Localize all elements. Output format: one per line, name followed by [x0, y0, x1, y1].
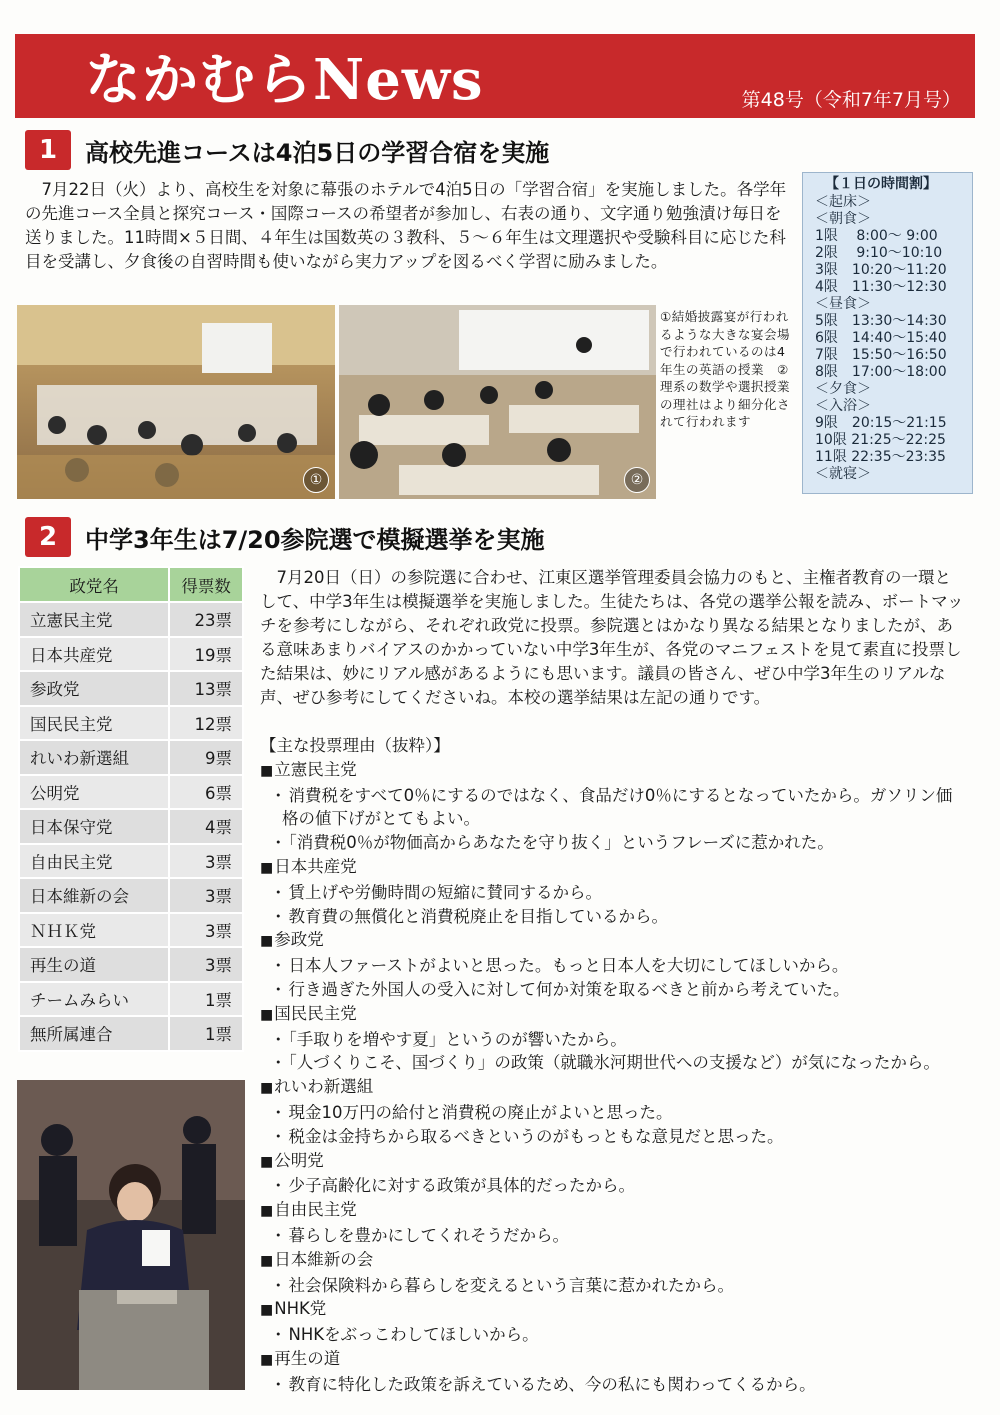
section2-number: 2 [25, 517, 71, 557]
schedule-row: 10限 21:25～22:25 [815, 432, 946, 448]
party-cell: 日本維新の会 [19, 878, 169, 913]
reason-item: ・ 現金10万円の給付と消費税の廃止がよいと思った。 [260, 1101, 965, 1125]
reason-party: ■ 公明党 [260, 1149, 965, 1175]
section2-body [260, 566, 965, 710]
newsletter-title: なかむらNews [85, 47, 484, 113]
table-row [19, 740, 243, 775]
votes-cell: 12票 [169, 706, 243, 741]
schedule-row: 9限 20:15～21:15 [815, 415, 947, 431]
party-cell: 自由民主党 [19, 844, 169, 879]
schedule-row: 11限 22:35～23:35 [815, 449, 946, 465]
schedule-row: 4限 11:30～12:30 [815, 279, 947, 295]
schedule-title: 【１日の時間割】 [825, 176, 937, 192]
party-cell: 日本保守党 [19, 809, 169, 844]
section1-title: 高校先進コースは4泊5日の学習合宿を実施 [85, 138, 550, 167]
schedule-row: 8限 17:00～18:00 [815, 364, 947, 380]
votes-cell: 9票 [169, 740, 243, 775]
reason-item: ・ 消費税をすべて0％にするのではなく、食品だけ0％にするとなっていたから。ガソリン価格の値下げがとてもよい。 [260, 784, 965, 832]
photo1-badge: ① [303, 467, 329, 493]
section1-paragraph: 7月22日（火）より、高校生を対象に幕張のホテルで4泊5日の「学習合宿」を実施しました。各学年の先進コース全員と探究コース・国際コースの希望者が参加し、右表の通り、文字通り勉強漬け毎日を送りました。11時間×５日間、４年生は国数英の３教科、５～６年生は文理選択や受験科目に応じた科目を受講し、夕食後の自習時間も使いながら実力アップを図るべく学習に励みました。 [25, 180, 787, 271]
voting-reasons [260, 734, 965, 1397]
party-cell: れいわ新選組 [19, 740, 169, 775]
party-cell: 国民民主党 [19, 706, 169, 741]
reason-party: ■ 日本維新の会 [260, 1248, 965, 1274]
schedule-row: 7限 15:50～16:50 [815, 347, 947, 363]
reason-item: ・ 行き過ぎた外国人の受入に対して何か対策を取るべきと前から考えていた。 [260, 978, 965, 1002]
column-header-votes: 得票数 [169, 567, 243, 602]
table-row [19, 706, 243, 741]
schedule-row: ＜朝食＞ [815, 211, 871, 227]
votes-cell: 4票 [169, 809, 243, 844]
table-row [19, 775, 243, 810]
schedule-row: ＜就寝＞ [815, 466, 871, 482]
schedule-row: ＜入浴＞ [815, 398, 871, 414]
table-row [19, 982, 243, 1017]
reason-party: ■ れいわ新選組 [260, 1075, 965, 1101]
party-cell: 参政党 [19, 671, 169, 706]
section1-body [25, 178, 793, 274]
table-row [19, 1016, 243, 1051]
reason-party: ■ 再生の道 [260, 1347, 965, 1373]
reason-item: ・ 教育に特化した政策を訴えているため、今の私にも関わってくるから。 [260, 1373, 965, 1397]
party-cell: 公明党 [19, 775, 169, 810]
reason-party: ■ 自由民主党 [260, 1198, 965, 1224]
reason-item: ・ 社会保険料から暮らしを変えるという言葉に惹かれたから。 [260, 1274, 965, 1298]
classroom-photo [339, 305, 656, 499]
reason-item: ・ 「人づくりこそ、国づくり」の政策（就職氷河期世代への支援など）が気になったから。 [260, 1051, 965, 1075]
daily-schedule-box [802, 172, 973, 494]
reason-item: ・ NHKをぶっこわしてほしいから。 [260, 1323, 965, 1347]
votes-cell: 6票 [169, 775, 243, 810]
schedule-row: ＜夕食＞ [815, 381, 871, 397]
party-cell: 無所属連合 [19, 1016, 169, 1051]
reasons-heading: 【主な投票理由（抜粋）】 [260, 736, 450, 755]
votes-cell: 3票 [169, 878, 243, 913]
reason-item: ・ 教育費の無償化と消費税廃止を目指しているから。 [260, 905, 965, 929]
section1-number: 1 [25, 130, 71, 170]
reason-party: ■ 国民民主党 [260, 1002, 965, 1028]
section2-title: 中学3年生は7/20参院選で模擬選挙を実施 [85, 525, 545, 554]
photo2-badge: ② [624, 467, 650, 493]
reason-item: ・ 日本人ファーストがよいと思った。もっと日本人を大切にしてほしいから。 [260, 954, 965, 978]
schedule-row: 2限 9:10～10:10 [815, 245, 943, 261]
reason-party: ■ 参政党 [260, 928, 965, 954]
reason-item: ・ 税金は金持ちから取るべきというのがもっともな意見だと思った。 [260, 1125, 965, 1149]
banquet-hall-photo [17, 305, 335, 499]
reason-item: ・ 「手取りを増やす夏」というのが響いたから。 [260, 1028, 965, 1052]
table-row [19, 602, 243, 637]
votes-cell: 1票 [169, 982, 243, 1017]
votes-cell: 23票 [169, 602, 243, 637]
ballot-box-photo [17, 1080, 245, 1390]
vote-results-table [18, 566, 244, 1052]
votes-cell: 3票 [169, 913, 243, 948]
reason-party: ■ 日本共産党 [260, 855, 965, 881]
reason-item: ・ 暮らしを豊かにしてくれそうだから。 [260, 1224, 965, 1248]
reason-party: ■ 立憲民主党 [260, 758, 965, 784]
reason-party: ■ NHK党 [260, 1297, 965, 1323]
masthead-banner [15, 34, 975, 118]
column-header-party: 政党名 [19, 567, 169, 602]
table-row [19, 809, 243, 844]
party-cell: 再生の道 [19, 947, 169, 982]
photo-caption: ①結婚披露宴が行われるような大きな宴会場で行われているのは4年生の英語の授業 ②理系の数学や選択授業の理社はより細分化されて行われます [660, 309, 791, 429]
table-row [19, 671, 243, 706]
reason-item: ・ 少子高齢化に対する政策が具体的だったから。 [260, 1174, 965, 1198]
votes-cell: 3票 [169, 844, 243, 879]
table-row [19, 878, 243, 913]
section2-paragraph: 7月20日（日）の参院選に合わせ、江東区選挙管理委員会協力のもと、主権者教育の一環として、中学3年生は模擬選挙を実施しました。生徒たちは、各党の選挙公報を読み、ボートマッチを参考にしながら、それぞれ政党に投票。参院選とはかなり異なる結果となりましたが、ある意味あまりバイアスのかかっていない中学3年生が、各党のマニフェストを見て素直に投票した結果は、妙にリアル感があるようにも思います。議員の皆さん、ぜひ中学3年生のリアルな声、ぜひ参考にしてくださいね。本校の選挙結果は左記の通りです。 [260, 568, 964, 707]
votes-cell: 3票 [169, 947, 243, 982]
schedule-row: 1限 8:00～ 9:00 [815, 228, 938, 244]
party-cell: 立憲民主党 [19, 602, 169, 637]
table-row [19, 637, 243, 672]
table-row [19, 844, 243, 879]
schedule-row: 6限 14:40～15:40 [815, 330, 947, 346]
votes-cell: 19票 [169, 637, 243, 672]
reason-item: ・ 「消費税0％が物価高からあなたを守り抜く」というフレーズに惹かれた。 [260, 831, 965, 855]
votes-cell: 13票 [169, 671, 243, 706]
table-row [19, 913, 243, 948]
schedule-row: 5限 13:30～14:30 [815, 313, 947, 329]
schedule-row: ＜起床＞ [815, 194, 871, 210]
reason-item: ・ 賃上げや労働時間の短縮に賛同するから。 [260, 881, 965, 905]
party-cell: 日本共産党 [19, 637, 169, 672]
section2-heading [25, 517, 545, 557]
schedule-row: 3限 10:20～11:20 [815, 262, 947, 278]
votes-cell: 1票 [169, 1016, 243, 1051]
issue-number: 第48号（令和7年7月号） [741, 89, 961, 111]
schedule-row: ＜昼食＞ [815, 296, 871, 312]
party-cell: ＮＨＫ党 [19, 913, 169, 948]
section1-heading [25, 130, 549, 170]
party-cell: チームみらい [19, 982, 169, 1017]
table-row [19, 947, 243, 982]
